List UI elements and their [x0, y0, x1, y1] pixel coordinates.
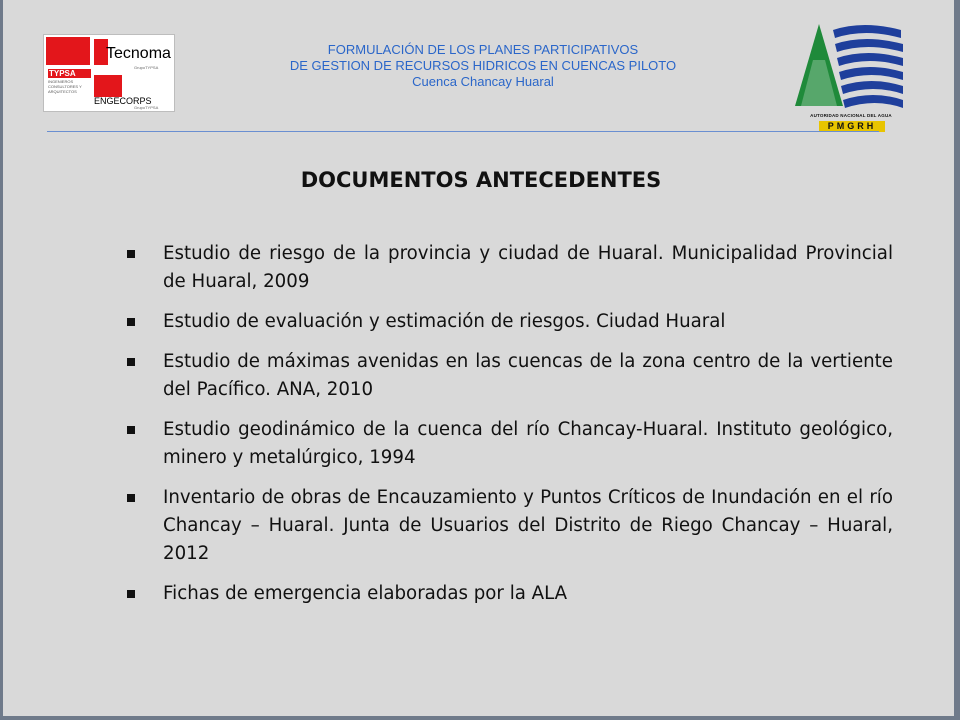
square-bullet-icon [127, 426, 135, 434]
list-item-text: Estudio de evaluación y estimación de riesgos. Ciudad Huaral [163, 311, 726, 332]
pmgrh-acronym: PMGRH [819, 121, 885, 132]
list-item-text: Fichas de emergencia elaboradas por la ALA [163, 583, 568, 604]
list-item [125, 348, 893, 404]
list-item [125, 416, 893, 472]
ana-logo-icon [793, 20, 909, 116]
list-item-text: Estudio de máximas avenidas en las cuencas de la zona centro de la vertiente del Pacífico. ANA, 2010 [163, 351, 893, 400]
page-title: DOCUMENTOS ANTECEDENTES [300, 168, 662, 192]
list-item-text: Inventario de obras de Encauzamiento y Puntos Críticos de Inundación en el río Chancay – Huaral. Junta de Usuarios del Distrito de Riego Chancay – Huaral, 2012 [163, 487, 893, 564]
engecorps-group-label: GrupoTYPSA [134, 105, 159, 110]
consortium-logo [43, 34, 175, 112]
tecnoma-group-label: GrupoTYPSA [134, 65, 159, 70]
typsa-red-block [46, 37, 90, 65]
list-item [125, 580, 893, 608]
list-item-text: Estudio geodinámico de la cuenca del río Chancay-Huaral. Instituto geológico, minero y metalúrgico, 1994 [163, 419, 893, 468]
typsa-wordmark: TYPSA [48, 69, 91, 78]
tecnoma-logo [94, 39, 172, 73]
header-line-2: DE GESTION DE RECURSOS HIDRICOS EN CUENCAS PILOTO [289, 58, 677, 73]
engecorps-wordmark: ENGECORPS [94, 96, 152, 106]
list-item [125, 308, 893, 336]
list-item [125, 484, 893, 568]
ana-name: AUTORIDAD NACIONAL DEL AGUA [810, 113, 892, 118]
square-bullet-icon [127, 358, 135, 366]
square-bullet-icon [127, 318, 135, 326]
tecnoma-wordmark: Tecnoma [106, 45, 171, 62]
square-bullet-icon [127, 494, 135, 502]
project-header [233, 42, 733, 90]
engecorps-logo [94, 75, 172, 109]
list-item [125, 240, 893, 296]
header-divider [47, 131, 879, 132]
list-item-text: Estudio de riesgo de la provincia y ciudad de Huaral. Municipalidad Provincial de Huaral, 2009 [163, 243, 893, 292]
header-line-3: Cuenca Chancay Huaral [412, 74, 554, 89]
header-line-1: FORMULACIÓN DE LOS PLANES PARTICIPATIVOS [327, 42, 639, 57]
square-bullet-icon [127, 590, 135, 598]
documents-list [125, 240, 893, 620]
slide [3, 0, 954, 716]
typsa-tagline: INGENIEROS CONSULTORES Y ARQUITECTOS [48, 79, 82, 94]
square-bullet-icon [127, 250, 135, 258]
ana-logo [793, 20, 909, 130]
